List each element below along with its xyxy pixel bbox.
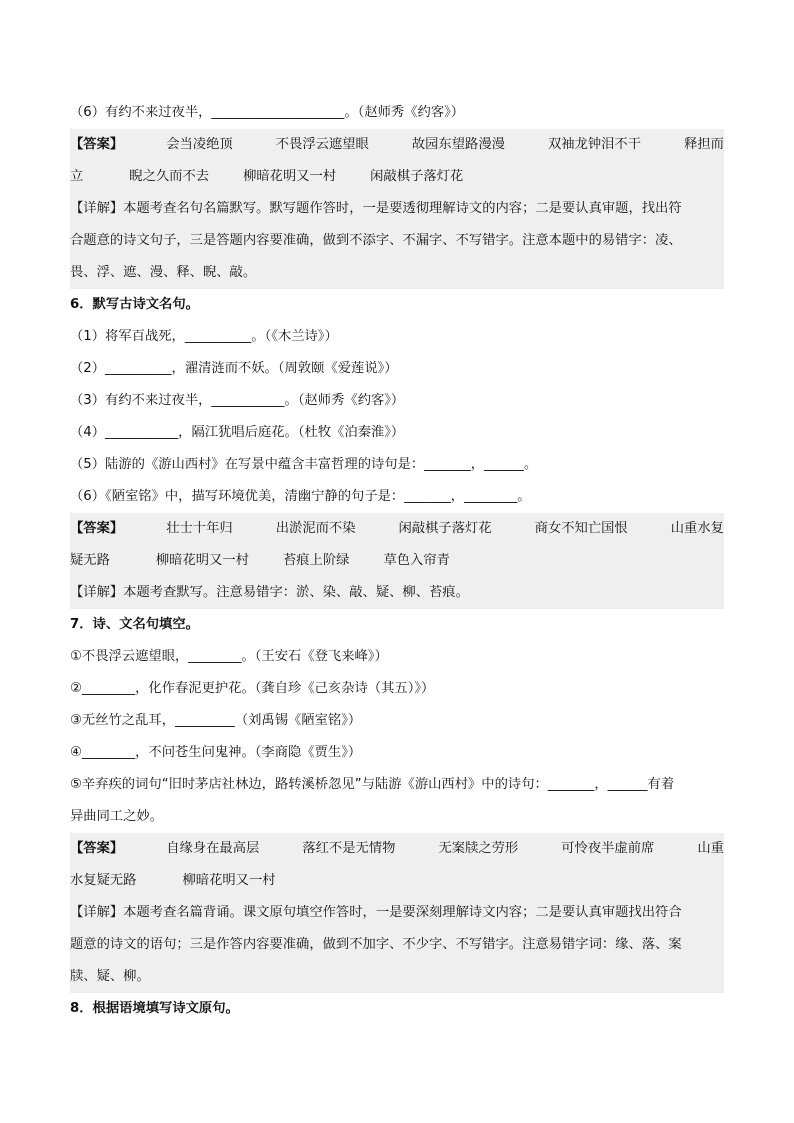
answer-item: 柳暗花明又一村 <box>182 873 276 888</box>
answer-item: 会当凌绝顶 <box>166 137 233 152</box>
detail-line: 合题意的诗文句子，三是答题内容要准确，做到不添字、不漏字、不写错字。注意本题中的易错字：凌、 <box>70 233 682 248</box>
q7-item-5: ⑤辛弃疾的词句“旧时茅店社林边，路转溪桥忽见”与陆游《游山西村》中的诗句：_______，______有着 <box>70 777 675 792</box>
answer-item: 双袖龙钟泪不干 <box>547 137 642 152</box>
answer-item: 柳暗花明又一村 <box>155 553 249 568</box>
q6-answer-block <box>70 513 724 577</box>
answer-item: 出淤泥而不染 <box>275 521 356 536</box>
answer-item: 壮士十年归 <box>166 521 233 536</box>
q5-answer-row-2 <box>70 161 724 193</box>
q7-item-1: ①不畏浮云遮望眼，________。（王安石《登飞来峰》） <box>70 649 388 664</box>
q6-item-1: （1）将军百战死，__________。（《木兰诗》） <box>70 329 338 344</box>
answer-item: 山重水复 <box>670 521 724 536</box>
q7-title: 7．诗、文名句填空。 <box>70 617 199 632</box>
q6-detail-block <box>70 577 724 609</box>
q6-item-6: （6）《陋室铭》中，描写环境优美，清幽宁静的句子是：_______，________。 <box>70 489 531 504</box>
answer-item: 疑无路 <box>70 553 110 568</box>
q5-item-6: （6）有约不来过夜半，____________________。（赵师秀《约客》） <box>70 105 465 120</box>
answer-label: 【答案】 <box>70 137 124 152</box>
q5-detail-block <box>70 193 724 289</box>
q8-title: 8．根据语境填写诗文原句。 <box>70 1001 239 1016</box>
answer-item: 闲敲棋子落灯花 <box>370 169 464 184</box>
answer-item: 水复疑无路 <box>70 873 137 888</box>
answer-item: 立 <box>70 169 84 184</box>
answer-item: 柳暗花明又一村 <box>243 169 337 184</box>
detail-line: 【详解】本题考查默写。注意易错字：淤、染、敲、疑、柳、苔痕。 <box>70 585 469 600</box>
answer-item: 无案牍之劳形 <box>438 841 519 856</box>
answer-label: 【答案】 <box>70 841 124 856</box>
q7-item-3: ③无丝竹之乱耳，_________（刘禹锡《陋室铭》） <box>70 713 362 728</box>
answer-item: 闲敲棋子落灯花 <box>398 521 492 536</box>
q6-item-4: （4）___________，隔江犹唱后庭花。（杜牧《泊秦淮》） <box>70 425 405 440</box>
q6-item-2: （2）__________，濯清涟而不妖。（周敦颐《爱莲说》） <box>70 361 398 376</box>
answer-label: 【答案】 <box>70 521 124 536</box>
answer-item: 草色入帘青 <box>383 553 450 568</box>
detail-line: 【详解】本题考查名篇背诵。课文原句填空作答时，一是要深刻理解诗文内容；二是要认真审题找出符合 <box>70 905 682 920</box>
answer-item: 可怜夜半虚前席 <box>561 841 655 856</box>
detail-line: 【详解】本题考查名句名篇默写。默写题作答时，一是要透彻理解诗文的内容；二是要认真审题，找出符 <box>70 201 682 216</box>
q7-answer-row-1 <box>70 833 724 865</box>
q6-title: 6．默写古诗文名句。 <box>70 297 199 312</box>
q7-item-4: ④________，不问苍生问鬼神。（李商隐《贾生》） <box>70 745 362 760</box>
answer-item: 落红不是无情物 <box>302 841 396 856</box>
q6-answer-row-1 <box>70 513 724 545</box>
q7-answer-row-2 <box>70 865 724 897</box>
detail-line: 畏、浮、遮、漫、释、睨、敲。 <box>70 265 257 280</box>
answer-item: 不畏浮云遮望眼 <box>275 137 369 152</box>
document-page <box>70 97 724 1025</box>
q5-answer-row-1 <box>70 129 724 161</box>
answer-item: 苔痕上阶绿 <box>282 553 350 568</box>
answer-item: 山重 <box>697 841 724 856</box>
detail-line: 牍、疑、柳。 <box>70 969 150 984</box>
answer-item: 商女不知亡国恨 <box>534 521 628 536</box>
q7-detail-block <box>70 897 724 993</box>
q6-answer-row-2 <box>70 545 724 577</box>
q7-item-5-cont: 异曲同工之妙。 <box>70 809 164 824</box>
q7-answer-block <box>70 833 724 897</box>
q5-answer-block <box>70 129 724 193</box>
q6-item-5: （5）陆游的《游山西村》在写景中蕴含丰富哲理的诗句是：_______，______。 <box>70 457 538 472</box>
q6-item-3: （3）有约不来过夜半，___________。（赵师秀《约客》） <box>70 393 405 408</box>
q7-item-2: ②________，化作春泥更护花。（龚自珍《己亥杂诗（其五）》） <box>70 681 435 696</box>
detail-line: 题意的诗文的语句；三是作答内容要准确，做到不加字、不少字、不写错字。注意易错字词：缘、落、案 <box>70 937 682 952</box>
answer-item: 释担而 <box>684 137 724 152</box>
answer-item: 自缘身在最高层 <box>166 841 260 856</box>
answer-item: 睨之久而不去 <box>129 169 210 184</box>
answer-item: 故园东望路漫漫 <box>411 137 505 152</box>
